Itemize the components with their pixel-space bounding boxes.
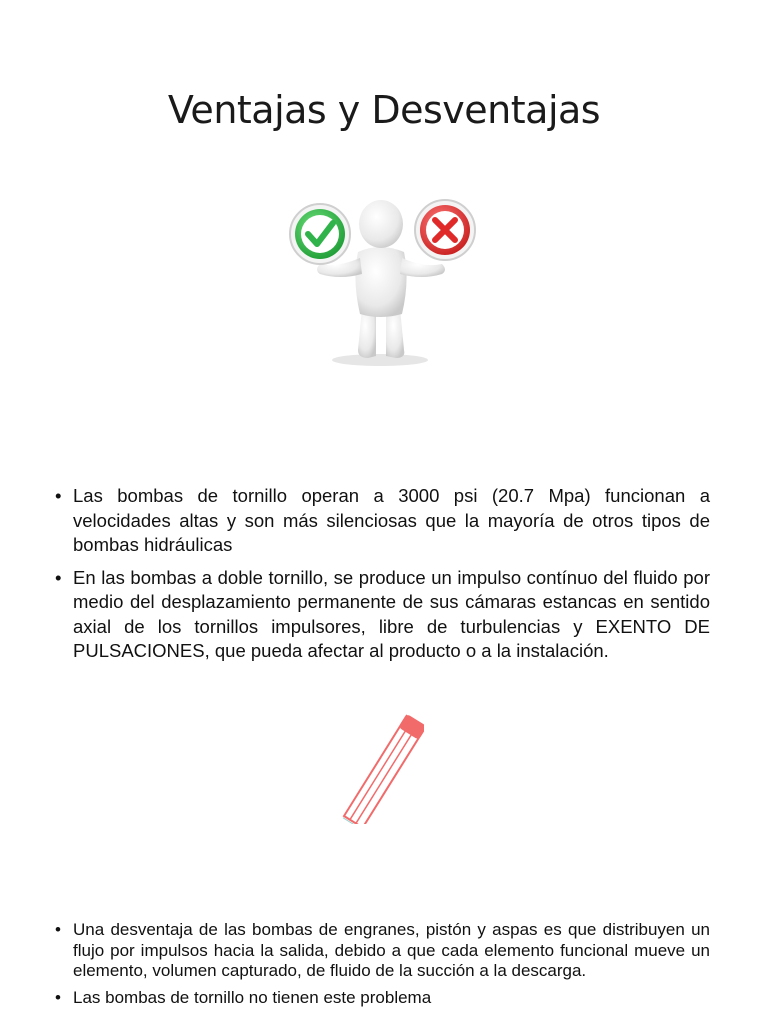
pros-cons-figure-image <box>262 190 492 370</box>
check-icon <box>290 204 350 264</box>
list-item: • En las bombas a doble tornillo, se produce un impulso contínuo del fluido por medio del desplazamiento permanente de sus cámaras estancas en sentido axial de los tornillos impulsores, libre de turbulencias y EXENTO DE PULSACIONES, que pueda afectar al producto o a la instalación. <box>52 566 710 664</box>
list-item: • Las bombas de tornillo operan a 3000 psi (20.7 Mpa) funcionan a velocidades altas y son más silenciosas que la mayoría de otros tipos de bombas hidráulicas <box>52 484 710 558</box>
advantages-list <box>52 484 710 672</box>
cross-icon <box>415 200 475 260</box>
list-item: • Las bombas de tornillo no tienen este problema <box>52 988 710 1009</box>
list-item: • Una desventaja de las bombas de engranes, pistón y aspas es que distribuyen un flujo por impulsos hacia la salida, debido a que cada elemento funcional mueve un elemento, volumen capturado, de fluido de la succión a la descarga. <box>52 920 710 982</box>
slide-title: Ventajas y Desventajas <box>167 88 601 132</box>
disadvantages-list <box>52 920 710 1014</box>
pencil-icon <box>340 706 424 824</box>
